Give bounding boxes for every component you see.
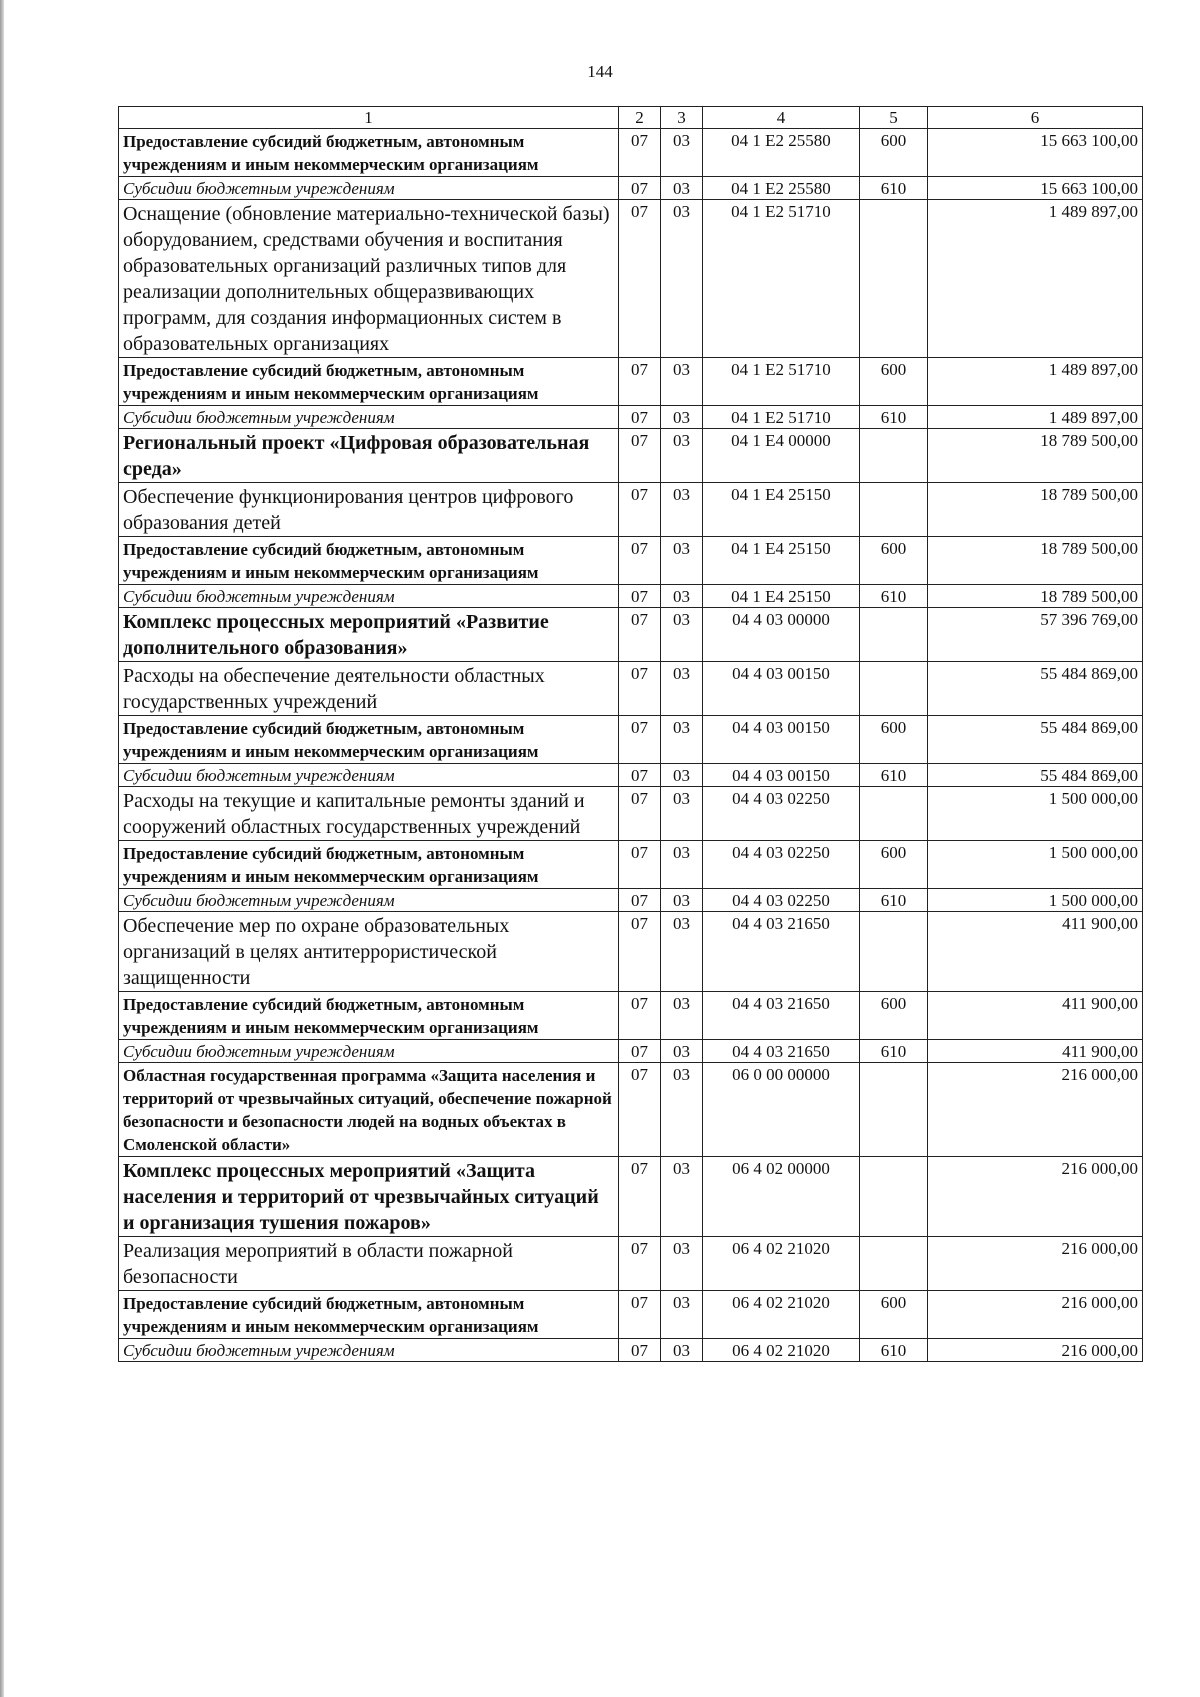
expense-name-cell: Субсидии бюджетным учреждениям bbox=[119, 585, 619, 608]
expense-type-cell bbox=[860, 787, 928, 841]
expense-name-cell: Предоставление субсидий бюджетным, автономным учреждениям и иным некоммерческим организациям bbox=[119, 841, 619, 889]
table-row bbox=[119, 608, 1143, 662]
table-row bbox=[119, 177, 1143, 200]
section-cell: 07 bbox=[619, 1157, 661, 1237]
amount-cell: 411 900,00 bbox=[928, 912, 1143, 992]
section-cell: 07 bbox=[619, 406, 661, 429]
expense-name-cell: Реализация мероприятий в области пожарной безопасности bbox=[119, 1237, 619, 1291]
section-cell: 07 bbox=[619, 608, 661, 662]
section-cell: 07 bbox=[619, 1339, 661, 1362]
table-row bbox=[119, 585, 1143, 608]
table-row bbox=[119, 841, 1143, 889]
table-row bbox=[119, 992, 1143, 1040]
section-cell: 07 bbox=[619, 1040, 661, 1063]
subsection-cell: 03 bbox=[661, 1157, 703, 1237]
subsection-cell: 03 bbox=[661, 406, 703, 429]
target-article-cell: 04 1 Е4 00000 bbox=[703, 429, 860, 483]
amount-cell: 55 484 869,00 bbox=[928, 662, 1143, 716]
amount-cell: 15 663 100,00 bbox=[928, 177, 1143, 200]
section-cell: 07 bbox=[619, 200, 661, 358]
subsection-cell: 03 bbox=[661, 992, 703, 1040]
subsection-cell: 03 bbox=[661, 1063, 703, 1157]
expense-type-cell: 610 bbox=[860, 1339, 928, 1362]
expense-name-cell: Предоставление субсидий бюджетным, автономным учреждениям и иным некоммерческим организациям bbox=[119, 716, 619, 764]
subsection-cell: 03 bbox=[661, 912, 703, 992]
amount-cell: 1 500 000,00 bbox=[928, 889, 1143, 912]
subsection-cell: 03 bbox=[661, 483, 703, 537]
table-row bbox=[119, 1291, 1143, 1339]
table-row bbox=[119, 764, 1143, 787]
expense-type-cell: 610 bbox=[860, 406, 928, 429]
subsection-cell: 03 bbox=[661, 177, 703, 200]
table-row bbox=[119, 1157, 1143, 1237]
expense-name-cell: Субсидии бюджетным учреждениям bbox=[119, 406, 619, 429]
section-cell: 07 bbox=[619, 129, 661, 177]
table-row bbox=[119, 406, 1143, 429]
amount-cell: 216 000,00 bbox=[928, 1339, 1143, 1362]
expense-name-cell: Предоставление субсидий бюджетным, автономным учреждениям и иным некоммерческим организациям bbox=[119, 1291, 619, 1339]
amount-cell: 18 789 500,00 bbox=[928, 537, 1143, 585]
expense-type-cell bbox=[860, 1063, 928, 1157]
amount-cell: 15 663 100,00 bbox=[928, 129, 1143, 177]
expense-type-cell: 600 bbox=[860, 129, 928, 177]
subsection-cell: 03 bbox=[661, 1339, 703, 1362]
header-cell: 6 bbox=[928, 107, 1143, 129]
amount-cell: 1 489 897,00 bbox=[928, 358, 1143, 406]
target-article-cell: 06 4 02 21020 bbox=[703, 1237, 860, 1291]
expense-name-cell: Субсидии бюджетным учреждениям bbox=[119, 1040, 619, 1063]
target-article-cell: 04 4 03 21650 bbox=[703, 992, 860, 1040]
section-cell: 07 bbox=[619, 1291, 661, 1339]
target-article-cell: 04 1 Е4 25150 bbox=[703, 585, 860, 608]
table-row bbox=[119, 429, 1143, 483]
subsection-cell: 03 bbox=[661, 764, 703, 787]
scan-edge bbox=[0, 0, 4, 1697]
table-row bbox=[119, 716, 1143, 764]
target-article-cell: 06 4 02 21020 bbox=[703, 1339, 860, 1362]
amount-cell: 57 396 769,00 bbox=[928, 608, 1143, 662]
amount-cell: 1 500 000,00 bbox=[928, 841, 1143, 889]
section-cell: 07 bbox=[619, 889, 661, 912]
expense-name-cell: Расходы на текущие и капитальные ремонты зданий и сооружений областных государственных учреждений bbox=[119, 787, 619, 841]
expense-name-cell: Комплекс процессных мероприятий «Развитие дополнительного образования» bbox=[119, 608, 619, 662]
section-cell: 07 bbox=[619, 483, 661, 537]
table-row bbox=[119, 129, 1143, 177]
expense-name-cell: Региональный проект «Цифровая образовательная среда» bbox=[119, 429, 619, 483]
expense-type-cell bbox=[860, 662, 928, 716]
amount-cell: 216 000,00 bbox=[928, 1063, 1143, 1157]
budget-table bbox=[118, 106, 1143, 1362]
subsection-cell: 03 bbox=[661, 1237, 703, 1291]
section-cell: 07 bbox=[619, 841, 661, 889]
table-row bbox=[119, 1063, 1143, 1157]
subsection-cell: 03 bbox=[661, 841, 703, 889]
header-cell: 5 bbox=[860, 107, 928, 129]
amount-cell: 1 489 897,00 bbox=[928, 406, 1143, 429]
header-cell: 1 bbox=[119, 107, 619, 129]
expense-name-cell: Предоставление субсидий бюджетным, автономным учреждениям и иным некоммерческим организациям bbox=[119, 992, 619, 1040]
subsection-cell: 03 bbox=[661, 662, 703, 716]
expense-name-cell: Обеспечение функционирования центров цифрового образования детей bbox=[119, 483, 619, 537]
expense-name-cell: Предоставление субсидий бюджетным, автономным учреждениям и иным некоммерческим организациям bbox=[119, 537, 619, 585]
subsection-cell: 03 bbox=[661, 537, 703, 585]
target-article-cell: 04 1 Е2 51710 bbox=[703, 358, 860, 406]
expense-type-cell bbox=[860, 912, 928, 992]
subsection-cell: 03 bbox=[661, 716, 703, 764]
amount-cell: 411 900,00 bbox=[928, 992, 1143, 1040]
expense-name-cell: Субсидии бюджетным учреждениям bbox=[119, 1339, 619, 1362]
table-row bbox=[119, 358, 1143, 406]
subsection-cell: 03 bbox=[661, 200, 703, 358]
section-cell: 07 bbox=[619, 177, 661, 200]
target-article-cell: 04 1 Е2 51710 bbox=[703, 406, 860, 429]
subsection-cell: 03 bbox=[661, 889, 703, 912]
target-article-cell: 04 1 Е4 25150 bbox=[703, 537, 860, 585]
subsection-cell: 03 bbox=[661, 608, 703, 662]
target-article-cell: 04 4 03 00150 bbox=[703, 716, 860, 764]
subsection-cell: 03 bbox=[661, 129, 703, 177]
expense-name-cell: Обеспечение мер по охране образовательных организаций в целях антитеррористической защищенности bbox=[119, 912, 619, 992]
expense-type-cell bbox=[860, 1237, 928, 1291]
expense-type-cell: 610 bbox=[860, 764, 928, 787]
section-cell: 07 bbox=[619, 1063, 661, 1157]
expense-type-cell bbox=[860, 429, 928, 483]
amount-cell: 216 000,00 bbox=[928, 1157, 1143, 1237]
expense-name-cell: Субсидии бюджетным учреждениям bbox=[119, 889, 619, 912]
target-article-cell: 04 1 Е4 25150 bbox=[703, 483, 860, 537]
expense-type-cell: 600 bbox=[860, 537, 928, 585]
page-number: 144 bbox=[587, 62, 613, 81]
section-cell: 07 bbox=[619, 716, 661, 764]
expense-type-cell: 600 bbox=[860, 992, 928, 1040]
table-row bbox=[119, 200, 1143, 358]
amount-cell: 216 000,00 bbox=[928, 1237, 1143, 1291]
target-article-cell: 04 4 03 02250 bbox=[703, 889, 860, 912]
amount-cell: 1 500 000,00 bbox=[928, 787, 1143, 841]
expense-type-cell: 600 bbox=[860, 841, 928, 889]
expense-type-cell: 610 bbox=[860, 585, 928, 608]
amount-cell: 55 484 869,00 bbox=[928, 716, 1143, 764]
expense-name-cell: Субсидии бюджетным учреждениям bbox=[119, 764, 619, 787]
header-cell: 3 bbox=[661, 107, 703, 129]
header-row bbox=[119, 107, 1143, 129]
expense-type-cell: 600 bbox=[860, 716, 928, 764]
section-cell: 07 bbox=[619, 992, 661, 1040]
section-cell: 07 bbox=[619, 429, 661, 483]
target-article-cell: 04 4 03 00000 bbox=[703, 608, 860, 662]
expense-name-cell: Оснащение (обновление материально-технической базы) оборудованием, средствами обучения и воспитания образовательных организаций различных типов для реализации дополнительных общеразвивающих программ, для создания информационных систем в образовательных организациях bbox=[119, 200, 619, 358]
table-row bbox=[119, 662, 1143, 716]
table-row bbox=[119, 1339, 1143, 1362]
section-cell: 07 bbox=[619, 358, 661, 406]
expense-type-cell: 600 bbox=[860, 358, 928, 406]
section-cell: 07 bbox=[619, 537, 661, 585]
expense-name-cell: Расходы на обеспечение деятельности областных государственных учреждений bbox=[119, 662, 619, 716]
expense-name-cell: Предоставление субсидий бюджетным, автономным учреждениям и иным некоммерческим организациям bbox=[119, 358, 619, 406]
amount-cell: 216 000,00 bbox=[928, 1291, 1143, 1339]
amount-cell: 18 789 500,00 bbox=[928, 585, 1143, 608]
table-row bbox=[119, 1237, 1143, 1291]
target-article-cell: 04 4 03 00150 bbox=[703, 764, 860, 787]
expense-name-cell: Комплекс процессных мероприятий «Защита населения и территорий от чрезвычайных ситуаций и организация тушения пожаров» bbox=[119, 1157, 619, 1237]
amount-cell: 18 789 500,00 bbox=[928, 483, 1143, 537]
target-article-cell: 06 4 02 21020 bbox=[703, 1291, 860, 1339]
target-article-cell: 04 1 Е2 25580 bbox=[703, 177, 860, 200]
target-article-cell: 04 4 03 00150 bbox=[703, 662, 860, 716]
target-article-cell: 04 4 03 02250 bbox=[703, 787, 860, 841]
table-row bbox=[119, 912, 1143, 992]
subsection-cell: 03 bbox=[661, 1291, 703, 1339]
table-row bbox=[119, 483, 1143, 537]
subsection-cell: 03 bbox=[661, 585, 703, 608]
target-article-cell: 04 1 Е2 51710 bbox=[703, 200, 860, 358]
target-article-cell: 04 4 03 21650 bbox=[703, 1040, 860, 1063]
target-article-cell: 04 4 03 21650 bbox=[703, 912, 860, 992]
amount-cell: 411 900,00 bbox=[928, 1040, 1143, 1063]
table-body bbox=[119, 129, 1143, 1362]
subsection-cell: 03 bbox=[661, 1040, 703, 1063]
section-cell: 07 bbox=[619, 764, 661, 787]
target-article-cell: 04 1 Е2 25580 bbox=[703, 129, 860, 177]
expense-type-cell bbox=[860, 483, 928, 537]
expense-name-cell: Субсидии бюджетным учреждениям bbox=[119, 177, 619, 200]
expense-name-cell: Областная государственная программа «Защита населения и территорий от чрезвычайных ситуаций, обеспечение пожарной безопасности и безопасности людей на водных объектах в Смоленской области» bbox=[119, 1063, 619, 1157]
expense-type-cell bbox=[860, 200, 928, 358]
expense-type-cell: 600 bbox=[860, 1291, 928, 1339]
amount-cell: 18 789 500,00 bbox=[928, 429, 1143, 483]
target-article-cell: 06 0 00 00000 bbox=[703, 1063, 860, 1157]
table-row bbox=[119, 1040, 1143, 1063]
target-article-cell: 06 4 02 00000 bbox=[703, 1157, 860, 1237]
expense-type-cell bbox=[860, 608, 928, 662]
header-cell: 2 bbox=[619, 107, 661, 129]
subsection-cell: 03 bbox=[661, 429, 703, 483]
section-cell: 07 bbox=[619, 585, 661, 608]
table-row bbox=[119, 537, 1143, 585]
expense-type-cell: 610 bbox=[860, 1040, 928, 1063]
table-row bbox=[119, 889, 1143, 912]
target-article-cell: 04 4 03 02250 bbox=[703, 841, 860, 889]
expense-name-cell: Предоставление субсидий бюджетным, автономным учреждениям и иным некоммерческим организациям bbox=[119, 129, 619, 177]
expense-type-cell bbox=[860, 1157, 928, 1237]
subsection-cell: 03 bbox=[661, 787, 703, 841]
section-cell: 07 bbox=[619, 787, 661, 841]
table-row bbox=[119, 787, 1143, 841]
section-cell: 07 bbox=[619, 1237, 661, 1291]
expense-type-cell: 610 bbox=[860, 889, 928, 912]
subsection-cell: 03 bbox=[661, 358, 703, 406]
amount-cell: 55 484 869,00 bbox=[928, 764, 1143, 787]
section-cell: 07 bbox=[619, 912, 661, 992]
section-cell: 07 bbox=[619, 662, 661, 716]
header-cell: 4 bbox=[703, 107, 860, 129]
expense-type-cell: 610 bbox=[860, 177, 928, 200]
amount-cell: 1 489 897,00 bbox=[928, 200, 1143, 358]
